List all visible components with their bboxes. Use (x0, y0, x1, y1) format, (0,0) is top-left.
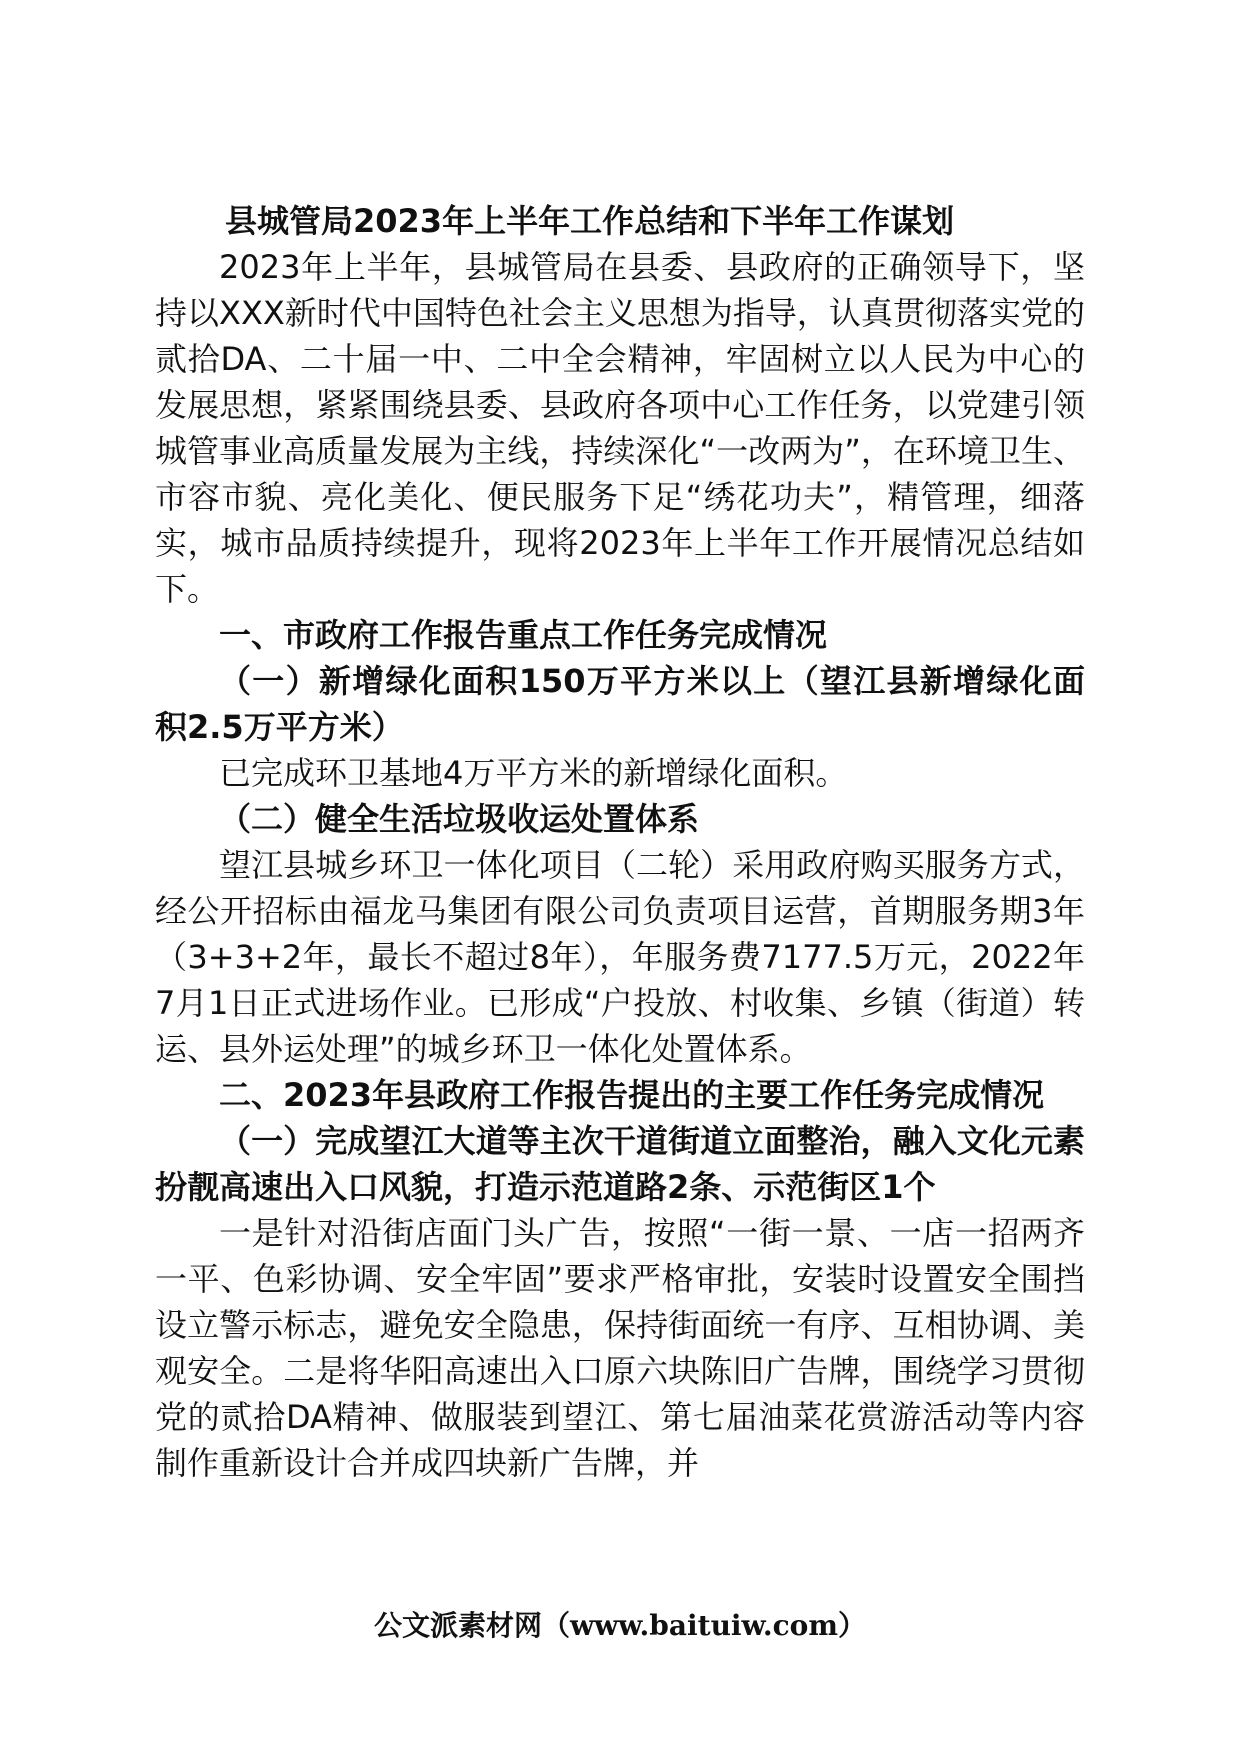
section-1-item-2-heading: （二）健全生活垃圾收运处置体系 (219, 800, 700, 838)
intro-paragraph: 2023年上半年，县城管局在县委、县政府的正确领导下，坚持以XXX新时代中国特色社会主义思想为指导，认真贯彻落实党的贰拾DA、二十届一中、二中全会精神，牢固树立以人民为中心的发展思想，紧紧围绕县委、县政府各项中心工作任务，以党建引领城管事业高质量发展为主线，持续深化“一改两为”，在环境卫生、市容市貌、亮化美化、便民服务下足“绣花功夫”，精管理，细落实，城市品质持续提升，现将2023年上半年工作开展情况总结如下。 (155, 248, 1085, 608)
section-1-heading: 一、市政府工作报告重点工作任务完成情况 (219, 616, 828, 654)
footer-watermark: 公文派素材网（www.baituiw.com） (374, 1609, 866, 1642)
section-1-item-1-heading: （一）新增绿化面积150万平方米以上（望江县新增绿化面积2.5万平方米） (155, 662, 1085, 746)
section-1-item-2-text: 望江县城乡环卫一体化项目（二轮）采用政府购买服务方式，经公开招标由福龙马集团有限公司负责项目运营，首期服务期3年（3+3+2年，最长不超过8年），年服务费7177.5万元，2022年7月1日正式进场作业。已形成“户投放、村收集、乡镇（街道）转运、县外运处理”的城乡环卫一体化处置体系。 (155, 846, 1085, 1068)
section-1-item-1-text: 已完成环卫基地4万平方米的新增绿化面积。 (219, 754, 848, 792)
document-title: 县城管局2023年上半年工作总结和下半年工作谋划 (225, 202, 955, 240)
section-2-item-1-text: 一是针对沿街店面门头广告，按照“一街一景、一店一招两齐一平、色彩协调、安全牢固”要求严格审批，安装时设置安全围挡设立警示标志，避免安全隐患，保持街面统一有序、互相协调、美观安全。二是将华阳高速出入口原六块陈旧广告牌，围绕学习贯彻党的贰拾DA精神、做服装到望江、第七届油菜花赏游活动等内容制作重新设计合并成四块新广告牌，并 (155, 1214, 1085, 1482)
section-2-item-1-heading: （一）完成望江大道等主次干道街道立面整治，融入文化元素扮靓高速出入口风貌，打造示范道路2条、示范街区1个 (155, 1122, 1085, 1206)
section-2-heading: 二、2023年县政府工作报告提出的主要工作任务完成情况 (219, 1076, 1045, 1114)
document-body (155, 198, 1085, 1486)
